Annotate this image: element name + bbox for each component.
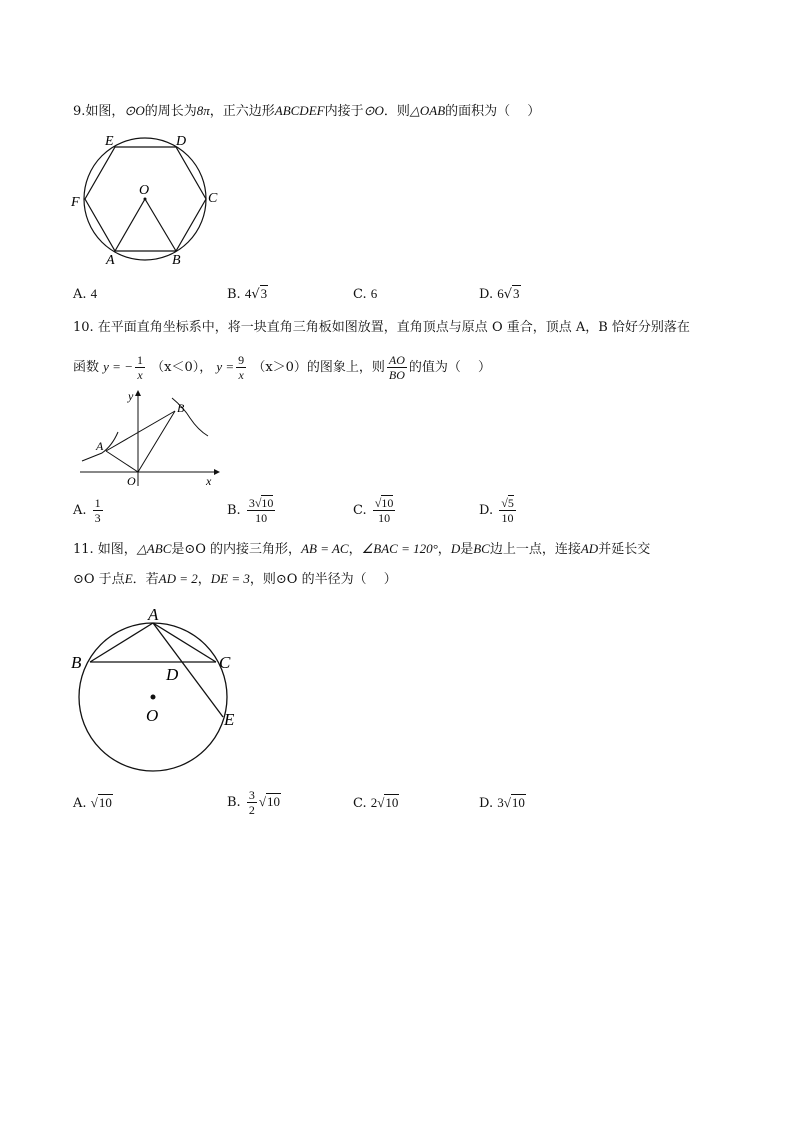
- q9-perimeter: 8π: [196, 103, 210, 118]
- numerator: √5: [501, 496, 514, 510]
- q11-label-d: D: [166, 665, 179, 684]
- q10-fraction-1: [135, 353, 145, 382]
- option-radicand: 3: [513, 286, 520, 301]
- q10-function-2: y =: [216, 359, 235, 374]
- option-value: 6: [370, 286, 378, 301]
- q9-text: 的面积为（ ）: [445, 104, 541, 119]
- option-coef: 4: [244, 286, 252, 301]
- numerator: 3√10: [248, 496, 274, 510]
- q11-text: ，: [437, 542, 451, 557]
- q10-label-x: x: [206, 474, 212, 488]
- q10-condition-2: （x＞0）的图象上，则: [252, 360, 385, 375]
- q9-text: ．则: [383, 104, 410, 119]
- sqrt-sign: √10: [377, 795, 399, 810]
- q9-hexagon: ABCDEF: [274, 103, 325, 118]
- q9-text: 的周长为: [144, 104, 197, 119]
- option-letter: A.: [73, 287, 87, 302]
- q9-option-c[interactable]: [353, 286, 377, 302]
- q10-label-b: B: [177, 401, 185, 415]
- q10-label-o: O: [127, 474, 136, 488]
- q9-label-a: A: [106, 253, 115, 268]
- q10-function-1: y = −: [103, 359, 133, 374]
- q11-text: 并延长交: [598, 542, 651, 557]
- option-letter: D.: [479, 503, 494, 518]
- q11-option-a[interactable]: [73, 795, 113, 811]
- radicand: 10: [261, 496, 274, 510]
- q10-x-arrow: [214, 469, 220, 475]
- q10-segment-ob: [138, 411, 175, 472]
- q10-stem-line1: 10. 在平面直角坐标系中，将一块直角三角板如图放置，直角顶点与原点 O 重合，顶点 A，B 恰好分别落在: [73, 320, 690, 335]
- option-radicand: 10: [266, 794, 280, 809]
- denominator: 10: [501, 511, 514, 525]
- q11-segment-ad: AD: [580, 541, 599, 556]
- option-radicand: 10: [511, 795, 525, 810]
- q9-label-d: D: [176, 134, 187, 149]
- denominator: 10: [255, 511, 268, 525]
- q9-circle: ⊙O: [124, 103, 145, 118]
- q11-option-b[interactable]: [227, 788, 281, 817]
- option-fraction: [93, 496, 103, 525]
- q11-segment-ac: [153, 623, 216, 662]
- q10-segment-ab: [106, 411, 175, 451]
- option-letter: C.: [353, 796, 367, 811]
- q10-option-a[interactable]: [73, 496, 105, 525]
- q10-ratio: [387, 353, 407, 382]
- numerator: 1: [94, 496, 101, 510]
- sqrt-sign: √3: [503, 286, 520, 302]
- q11-segment-bc: BC: [473, 541, 490, 556]
- q10-y-arrow: [135, 390, 141, 396]
- option-fraction: [247, 788, 257, 817]
- q11-text: ，: [197, 572, 211, 587]
- q9-number: 9.: [73, 104, 86, 119]
- option-letter: B.: [227, 503, 241, 518]
- q11-text: ，: [348, 542, 362, 557]
- q11-text: ，则⊙O 的半径为（ ）: [249, 572, 397, 587]
- sqrt-sign: √10: [503, 795, 525, 810]
- radicand: 5: [507, 496, 514, 510]
- q9-figure: [66, 128, 226, 268]
- q9-option-d[interactable]: [479, 286, 521, 302]
- q11-text: 是⊙O 的内接三角形，: [171, 542, 302, 557]
- q10-text: 的值为（ ）: [408, 360, 492, 375]
- q9-text: 内接于: [324, 104, 364, 119]
- q11-text: ．若: [132, 572, 159, 587]
- q10-text: 函数: [73, 360, 100, 375]
- q9-label-o: O: [139, 183, 150, 198]
- denominator: 10: [378, 511, 391, 525]
- q9-circle-2: ⊙O: [363, 103, 384, 118]
- q11-point-d: D: [450, 541, 461, 556]
- q9-stem: [73, 101, 540, 122]
- numerator: AO: [388, 353, 405, 367]
- q11-option-c[interactable]: [353, 795, 399, 811]
- q9-label-e: E: [105, 134, 114, 149]
- denominator: 3: [94, 511, 101, 525]
- q9-option-b[interactable]: [227, 286, 268, 302]
- q10-label-a: A: [96, 439, 104, 453]
- numerator: 3: [248, 788, 255, 802]
- numerator: 1: [136, 353, 143, 367]
- denominator: x: [238, 368, 244, 382]
- q11-label-c: C: [219, 653, 231, 672]
- q11-label-b: B: [71, 653, 82, 672]
- q10-label-y: y: [128, 389, 134, 403]
- q9-option-a[interactable]: [73, 286, 97, 302]
- q11-figure: [66, 602, 256, 782]
- q11-triangle: △ABC: [136, 541, 172, 556]
- q11-segment-ab: [90, 623, 153, 662]
- q11-label-o: O: [146, 706, 159, 725]
- radicand: 10: [381, 496, 394, 510]
- option-value: 4: [90, 286, 98, 301]
- coef: 3: [248, 496, 255, 510]
- q11-equation: DE = 3: [210, 571, 250, 586]
- q10-option-c[interactable]: [353, 496, 397, 525]
- option-fraction: [499, 496, 516, 525]
- numerator: √10: [374, 496, 394, 510]
- q9-segment-oa: [115, 199, 145, 251]
- option-letter: A.: [73, 796, 87, 811]
- option-letter: C.: [353, 503, 367, 518]
- q11-segment-ae: [153, 623, 223, 717]
- q10-segment-oa: [106, 451, 138, 472]
- q11-text: 是: [460, 542, 474, 557]
- option-fraction: [373, 496, 396, 525]
- option-coef: 2: [370, 795, 378, 810]
- option-coef: 6: [497, 286, 504, 301]
- denominator: x: [137, 368, 143, 382]
- q11-text: ⊙O 于点: [73, 572, 125, 587]
- q10-fraction-2: [236, 353, 246, 382]
- q11-point-e: E: [124, 571, 133, 586]
- sqrt-sign: √10: [258, 794, 280, 809]
- q11-label-e: E: [224, 710, 235, 729]
- option-radicand: 3: [260, 286, 268, 301]
- denominator: BO: [388, 368, 405, 382]
- q9-label-b: B: [172, 253, 181, 268]
- q9-segment-ob: [145, 199, 176, 251]
- q11-stem-line2: [73, 569, 397, 590]
- q9-triangle: △OAB: [409, 103, 446, 118]
- q11-text: 11. 如图，: [73, 542, 137, 557]
- option-coef: 3: [497, 795, 504, 810]
- option-letter: B.: [227, 795, 241, 810]
- q10-condition-1: （x＜0），: [151, 360, 213, 375]
- q11-angle: ∠BAC = 120°: [361, 541, 438, 556]
- q10-figure: [74, 388, 224, 488]
- q11-equation: AB = AC: [301, 541, 349, 556]
- q11-label-a: A: [148, 605, 159, 624]
- option-letter: C.: [353, 287, 367, 302]
- numerator: 9: [238, 353, 245, 367]
- q9-text: ，正六边形: [209, 104, 275, 119]
- q11-equation: AD = 2: [158, 571, 198, 586]
- sqrt-sign: √10: [90, 795, 112, 810]
- option-letter: B.: [227, 287, 241, 302]
- q11-option-d[interactable]: [479, 795, 526, 811]
- option-letter: D.: [479, 287, 494, 302]
- option-letter: A.: [73, 503, 87, 518]
- option-radicand: 10: [385, 795, 399, 810]
- q9-label-f: F: [71, 195, 80, 210]
- q10-option-d[interactable]: [479, 496, 518, 525]
- option-fraction: [247, 496, 276, 525]
- q9-text: 如图，: [85, 104, 125, 119]
- option-radicand: 10: [98, 795, 112, 810]
- q11-text: 边上一点，连接: [489, 542, 581, 557]
- denominator: 2: [248, 803, 255, 817]
- sqrt-sign: √3: [251, 286, 268, 302]
- option-letter: D.: [479, 796, 494, 811]
- q10-stem-line2: [73, 350, 491, 385]
- q11-stem-line1: [73, 539, 650, 560]
- q11-center-dot: [151, 695, 156, 700]
- q10-option-b[interactable]: [227, 496, 277, 525]
- q9-label-c: C: [208, 191, 218, 206]
